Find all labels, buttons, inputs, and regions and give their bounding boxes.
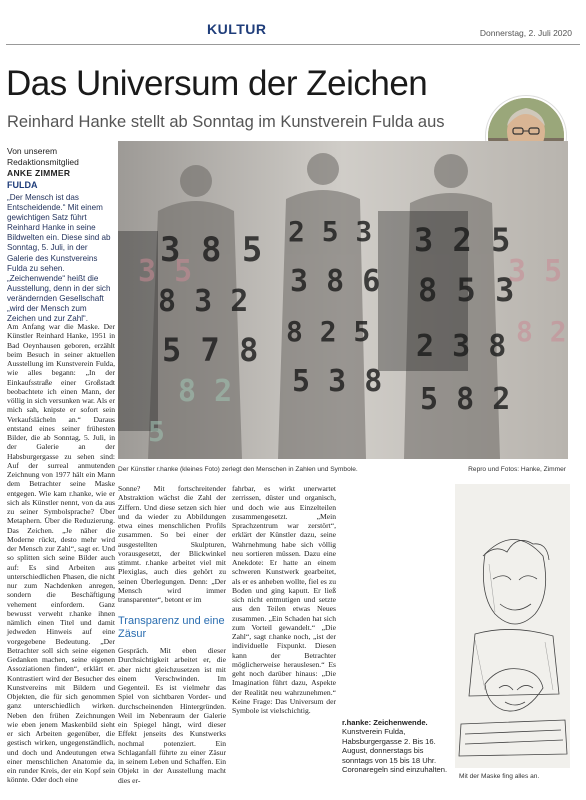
svg-text:8 2: 8 2: [516, 315, 567, 348]
svg-text:8 3 2: 8 3 2: [158, 284, 249, 319]
svg-text:3 2 5: 3 2 5: [414, 221, 511, 259]
artwork-photo: [118, 141, 568, 459]
photo-caption: Der Künstler r.hanke (kleines Foto) zerlegt den Menschen in Zahlen und Symbole.: [118, 466, 358, 473]
svg-text:2 5 3: 2 5 3: [288, 215, 373, 248]
lead-paragraph: „Der Mensch ist das Entscheidende.“ Mit einem gewichtigen Satz führt Reinhard Hanke in seine Bildwelten ein. Diese sind ab Sonntag, 5. Juli, in der Galerie des Kunstvereins Fulda zu sehen. „Zeichenwende“ heißt die Ausstellung, denn in der sich verändernden Gesellschaft „wird der Mensch zum Zeichen und zur Zahl“.: [7, 193, 111, 324]
photo-credit: Repro und Fotos: Hanke, Zimmer: [468, 466, 566, 473]
byline: Von unserem Redaktionsmitglied: [7, 146, 79, 167]
svg-text:3 5: 3 5: [508, 254, 563, 289]
svg-text:3 8 5: 3 8 5: [160, 230, 263, 270]
svg-text:5 3 8: 5 3 8: [292, 364, 383, 399]
svg-text:3 8 6: 3 8 6: [290, 264, 381, 299]
svg-text:5: 5: [148, 415, 165, 448]
svg-text:8 2: 8 2: [178, 374, 233, 409]
intertitle: Transparenz und eine Zäsur: [118, 615, 225, 640]
info-text: Kunstverein Fulda, Habsburgergasse 2. Bis 16. August, donnerstags bis sonntags von 15 bis 18 Uhr. Coronaregeln sind einzuhalten.: [342, 727, 448, 775]
header-divider: [6, 44, 580, 45]
body-column-1: Am Anfang war die Maske. Der Künstler Reinhard Hanke, 1951 in Bad Oeynhausen geboren, erzählt beim Besuch in seiner aktuellen Ausstellung im Kunstverein Fulda, wie alles begann: „In der Einkaufsstraße einer Großstadt beobachtete ich einen Mann, der völlig in sich versunken war. Als er mich sah, knipste er sofort sein Verkaufslächeln an.“ Daraus entstand eines seiner frühesten Bilder, die ab Sonntag, 5. Juli, in der Galerie an der Habsburgergasse zu sehen sind: Auf der surreal anmutenden Zeichnung von 1977 hält ein Mann dem Betrachter seine Maske entgegen. Wie kam r.hanke, wie er sich als Künstler nennt, von da aus zu seiner Symbolsprache? Über Metaphern. Über die Reduzierung. Das Zeichen. „Je näher die Moderne rückt, desto mehr wird der Mensch zur Zahl“, sagt er. Und so splitten sich seine Bilder auch auf: Es sind Arbeiten aus unterschiedlichen Phasen, die nicht nur zum Nachdenken anregen, sondern die Beschäftigung vehement einfordern. Ganz bewusst verweht r.hanke ihnen nämlich einen Titel und damit jedweden Hinweis auf eine vorgegebene Bedeutung. „Der Betrachter soll sich seine eigenen Gedanken machen, seine eigenen Assoziationen finden“, erklärt er. Kontrastiert wird der Besucher des Kunstvereins mit Bildern und Objekten, die für sich genommen ganz unterschiedlich wirken. Neben den frühen Zeichnungen wie eben jenem Maskenbild sieht er sich Arbeiten gegenüber, die gestisch wirken, ungegenständlich, und doch und Andeutungen etwa einer menschlichen Anatomie da, ein runder Kreis, der ein Kopf sein könnte. Oder doch eine: [7, 322, 115, 785]
svg-text:5 8 2: 5 8 2: [420, 382, 511, 417]
svg-text:8 5 3: 8 5 3: [418, 271, 515, 309]
body-column-2-continued: Gespräch. Mit eben dieser Durchsichtigkeit arbeitet er, die aber nicht gleichzusetzen ist mit einem Verschwinden. Im Gegenteil. Es ist vielmehr das Spiel von sichtbaren Vorder- und durchscheinenden Hintergründen. Weil im Nebenraum der Galerie ein Spiegel hängt, wird dieser Effekt jenseits des Kunstwerks nochmal potenziert. Ein Schlaganfall führte zu einer Zäsur in seinem Leben und Schaffen. Ein Objekt in der Ausstellung macht dies er-: [118, 646, 226, 785]
drawing-caption: Mit der Maske fing alles an.: [459, 773, 540, 780]
svg-text:5 7 8: 5 7 8: [162, 331, 259, 369]
svg-text:8 2 5: 8 2 5: [286, 315, 371, 348]
body-column-3: fahrbar, es wirkt unerwartet zerrissen, düster und organisch, und doch wie aus Einzelteilen zusammengesetzt. „Mein Sprachzentrum war zerstört“, erklärt der Künstler dazu, seine Wahrnehmung habe sich völlig neu sortieren müssen. Dazu eine Anekdote: Er hatte an einem schweren Kunstwerk gearbeitet, als er es anheben wollte, fiel es zu Boden und ging kaputt. Er ließ sich nicht entmutigen und setzte aus den Teilen etwas Neues zusammen. „Ein Schaden hat sich zum Vorteil gewandelt.“ „Die Zahl“, sagt r.hanke noch, „ist der individuelle Fixpunkt. Diesen kann der Betrachter möglicherweise herauslesen.“ Es geht noch darüber hinaus: „Die Imagination führt dazu, Aspekte der Realität neu wahrzunehmen.“ Keine Frage: Das Universum der Symbole ist vielschichtig.: [232, 484, 336, 715]
info-title: r.hanke: Zeichenwende.: [342, 718, 428, 727]
svg-text:3 5: 3 5: [138, 254, 193, 289]
svg-text:2 3 8: 2 3 8: [416, 329, 507, 364]
mask-drawing: [455, 484, 570, 768]
subheadline: Reinhard Hanke stellt ab Sonntag im Kunstverein Fulda aus: [7, 113, 445, 131]
section-rubric: KULTUR: [207, 21, 267, 37]
dateline-location: FULDA: [7, 180, 38, 190]
body-column-2: Sonne? Mit fortschreitender Abstraktion wächst die Zahl der Ziffern. Und diese setzen sich hier und da wieder zu Abbildungen etwa eines menschlichen Profils zusammen. So bei einer der ausgestellten Skulpturen, vorausgesetzt, der Blickwinkel stimmt. r.hanke arbeitet viel mit Plexiglas, auch dies gehört zu seinen Überlegungen. Denn: „Der Mensch wird immer transparenter“, betont er im: [118, 484, 226, 604]
issue-date: Donnerstag, 2. Juli 2020: [479, 28, 572, 38]
info-box: [342, 718, 450, 774]
author-name: ANKE ZIMMER: [7, 168, 71, 178]
headline: Das Universum der Zeichen: [6, 64, 428, 103]
